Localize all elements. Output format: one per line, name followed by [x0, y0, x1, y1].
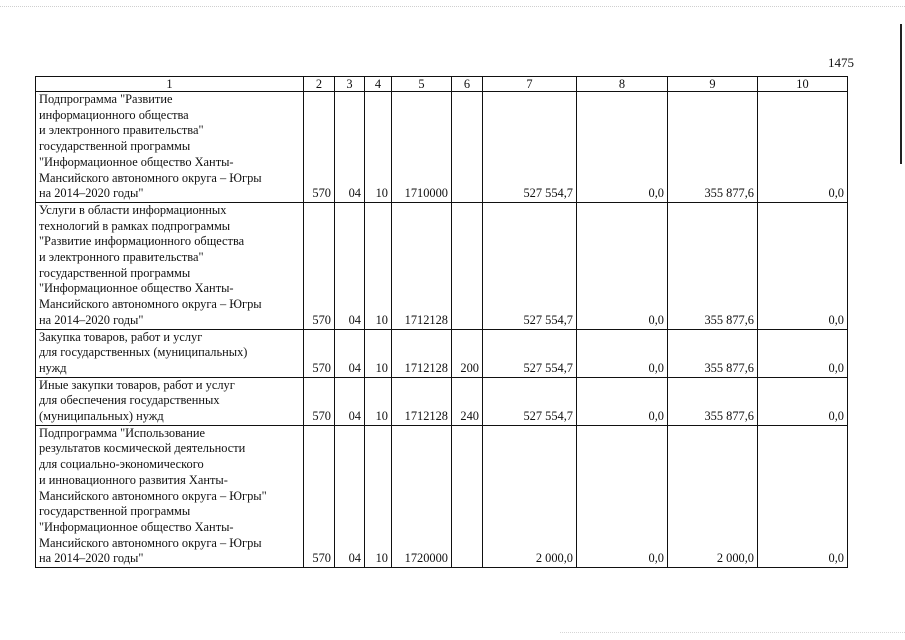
cell-col-4: 10: [365, 425, 392, 567]
cell-col-7: 527 554,7: [483, 329, 577, 377]
row-name-line: на 2014–2020 годы": [39, 186, 144, 201]
cell-col-9: 2 000,0: [668, 425, 758, 567]
column-header: 2: [304, 77, 335, 92]
row-name-line: государственной программы: [39, 139, 191, 154]
cell-col-2: 570: [304, 329, 335, 377]
cell-col-3: 04: [335, 329, 365, 377]
row-name-line: на 2014–2020 годы": [39, 551, 144, 566]
cell-col-6: 240: [452, 377, 483, 425]
row-name-line: и электронного правительства": [39, 123, 204, 138]
column-header: 5: [392, 77, 452, 92]
table-row: [36, 202, 848, 329]
cell-col-7: 527 554,7: [483, 377, 577, 425]
row-name-line: нужд: [39, 360, 67, 375]
row-name-line: государственной программы: [39, 504, 191, 519]
cell-col-3: 04: [335, 377, 365, 425]
cell-col-2: 570: [304, 377, 335, 425]
row-name-line: Услуги в области информационных: [39, 202, 227, 217]
row-name-line: информационного общества: [39, 107, 189, 122]
row-name-line: результатов космической деятельности: [39, 441, 246, 456]
row-name-cell: [36, 329, 304, 377]
cell-col-7: 527 554,7: [483, 202, 577, 329]
row-name-cell: [36, 92, 304, 203]
row-name-line: "Информационное общество Ханты-: [39, 519, 234, 534]
cell-col-5: 1712128: [392, 377, 452, 425]
cell-col-8: 0,0: [577, 329, 668, 377]
row-name-line: (муниципальных) нужд: [39, 409, 164, 424]
cell-col-2: 570: [304, 425, 335, 567]
row-name-line: "Информационное общество Ханты-: [39, 281, 234, 296]
cell-col-6: [452, 425, 483, 567]
cell-col-7: 527 554,7: [483, 92, 577, 203]
row-name-line: Мансийского автономного округа – Югры": [39, 488, 267, 503]
cell-col-6: [452, 202, 483, 329]
row-name-line: для обеспечения государственных: [39, 393, 220, 408]
cell-col-9: 355 877,6: [668, 202, 758, 329]
table-row: [36, 425, 848, 567]
cell-col-7: 2 000,0: [483, 425, 577, 567]
cell-col-4: 10: [365, 92, 392, 203]
row-name-line: Мансийского автономного округа – Югры: [39, 297, 262, 312]
row-name-cell: [36, 425, 304, 567]
table-row: [36, 377, 848, 425]
column-header: 8: [577, 77, 668, 92]
column-header: 9: [668, 77, 758, 92]
cell-col-8: 0,0: [577, 425, 668, 567]
page-number: 1475: [828, 55, 854, 70]
row-name-line: "Развитие информационного общества: [39, 234, 245, 249]
cell-col-3: 04: [335, 425, 365, 567]
column-header: 4: [365, 77, 392, 92]
cell-col-4: 10: [365, 329, 392, 377]
row-name-line: на 2014–2020 годы": [39, 312, 144, 327]
cell-col-8: 0,0: [577, 377, 668, 425]
cell-col-9: 355 877,6: [668, 377, 758, 425]
cell-col-5: 1712128: [392, 202, 452, 329]
cell-col-10: 0,0: [758, 425, 848, 567]
row-name-line: для социально-экономического: [39, 457, 204, 472]
row-name-line: для государственных (муниципальных): [39, 345, 248, 360]
row-name-line: "Информационное общество Ханты-: [39, 154, 234, 169]
cell-col-8: 0,0: [577, 202, 668, 329]
row-name-line: Иные закупки товаров, работ и услуг: [39, 377, 235, 392]
cell-col-5: 1720000: [392, 425, 452, 567]
column-header: 6: [452, 77, 483, 92]
page-edge-line: [900, 24, 902, 164]
cell-col-10: 0,0: [758, 377, 848, 425]
scan-artifact-bottom: [560, 632, 905, 637]
row-name-line: и инновационного развития Ханты-: [39, 472, 228, 487]
cell-col-4: 10: [365, 377, 392, 425]
row-name-line: Мансийского автономного округа – Югры: [39, 535, 262, 550]
column-header: 10: [758, 77, 848, 92]
cell-col-4: 10: [365, 202, 392, 329]
table-row: [36, 92, 848, 203]
cell-col-3: 04: [335, 202, 365, 329]
cell-col-6: 200: [452, 329, 483, 377]
row-name-line: Мансийского автономного округа – Югры: [39, 170, 262, 185]
row-name-line: Подпрограмма "Развитие: [39, 92, 173, 106]
budget-table: [35, 76, 848, 568]
cell-col-9: 355 877,6: [668, 329, 758, 377]
cell-col-10: 0,0: [758, 202, 848, 329]
scan-artifact-top: [0, 6, 905, 13]
cell-col-5: 1710000: [392, 92, 452, 203]
row-name-line: Подпрограмма "Использование: [39, 425, 206, 440]
row-name-cell: [36, 377, 304, 425]
row-name-cell: [36, 202, 304, 329]
column-header: 7: [483, 77, 577, 92]
cell-col-5: 1712128: [392, 329, 452, 377]
row-name-line: и электронного правительства": [39, 250, 204, 265]
column-header: 1: [36, 77, 304, 92]
column-header: 3: [335, 77, 365, 92]
cell-col-3: 04: [335, 92, 365, 203]
cell-col-6: [452, 92, 483, 203]
cell-col-10: 0,0: [758, 329, 848, 377]
cell-col-2: 570: [304, 202, 335, 329]
row-name-line: технологий в рамках подпрограммы: [39, 218, 231, 233]
row-name-line: Закупка товаров, работ и услуг: [39, 329, 203, 344]
cell-col-10: 0,0: [758, 92, 848, 203]
cell-col-2: 570: [304, 92, 335, 203]
table-row: [36, 329, 848, 377]
table-header-row: [36, 77, 848, 92]
cell-col-9: 355 877,6: [668, 92, 758, 203]
row-name-line: государственной программы: [39, 265, 191, 280]
cell-col-8: 0,0: [577, 92, 668, 203]
